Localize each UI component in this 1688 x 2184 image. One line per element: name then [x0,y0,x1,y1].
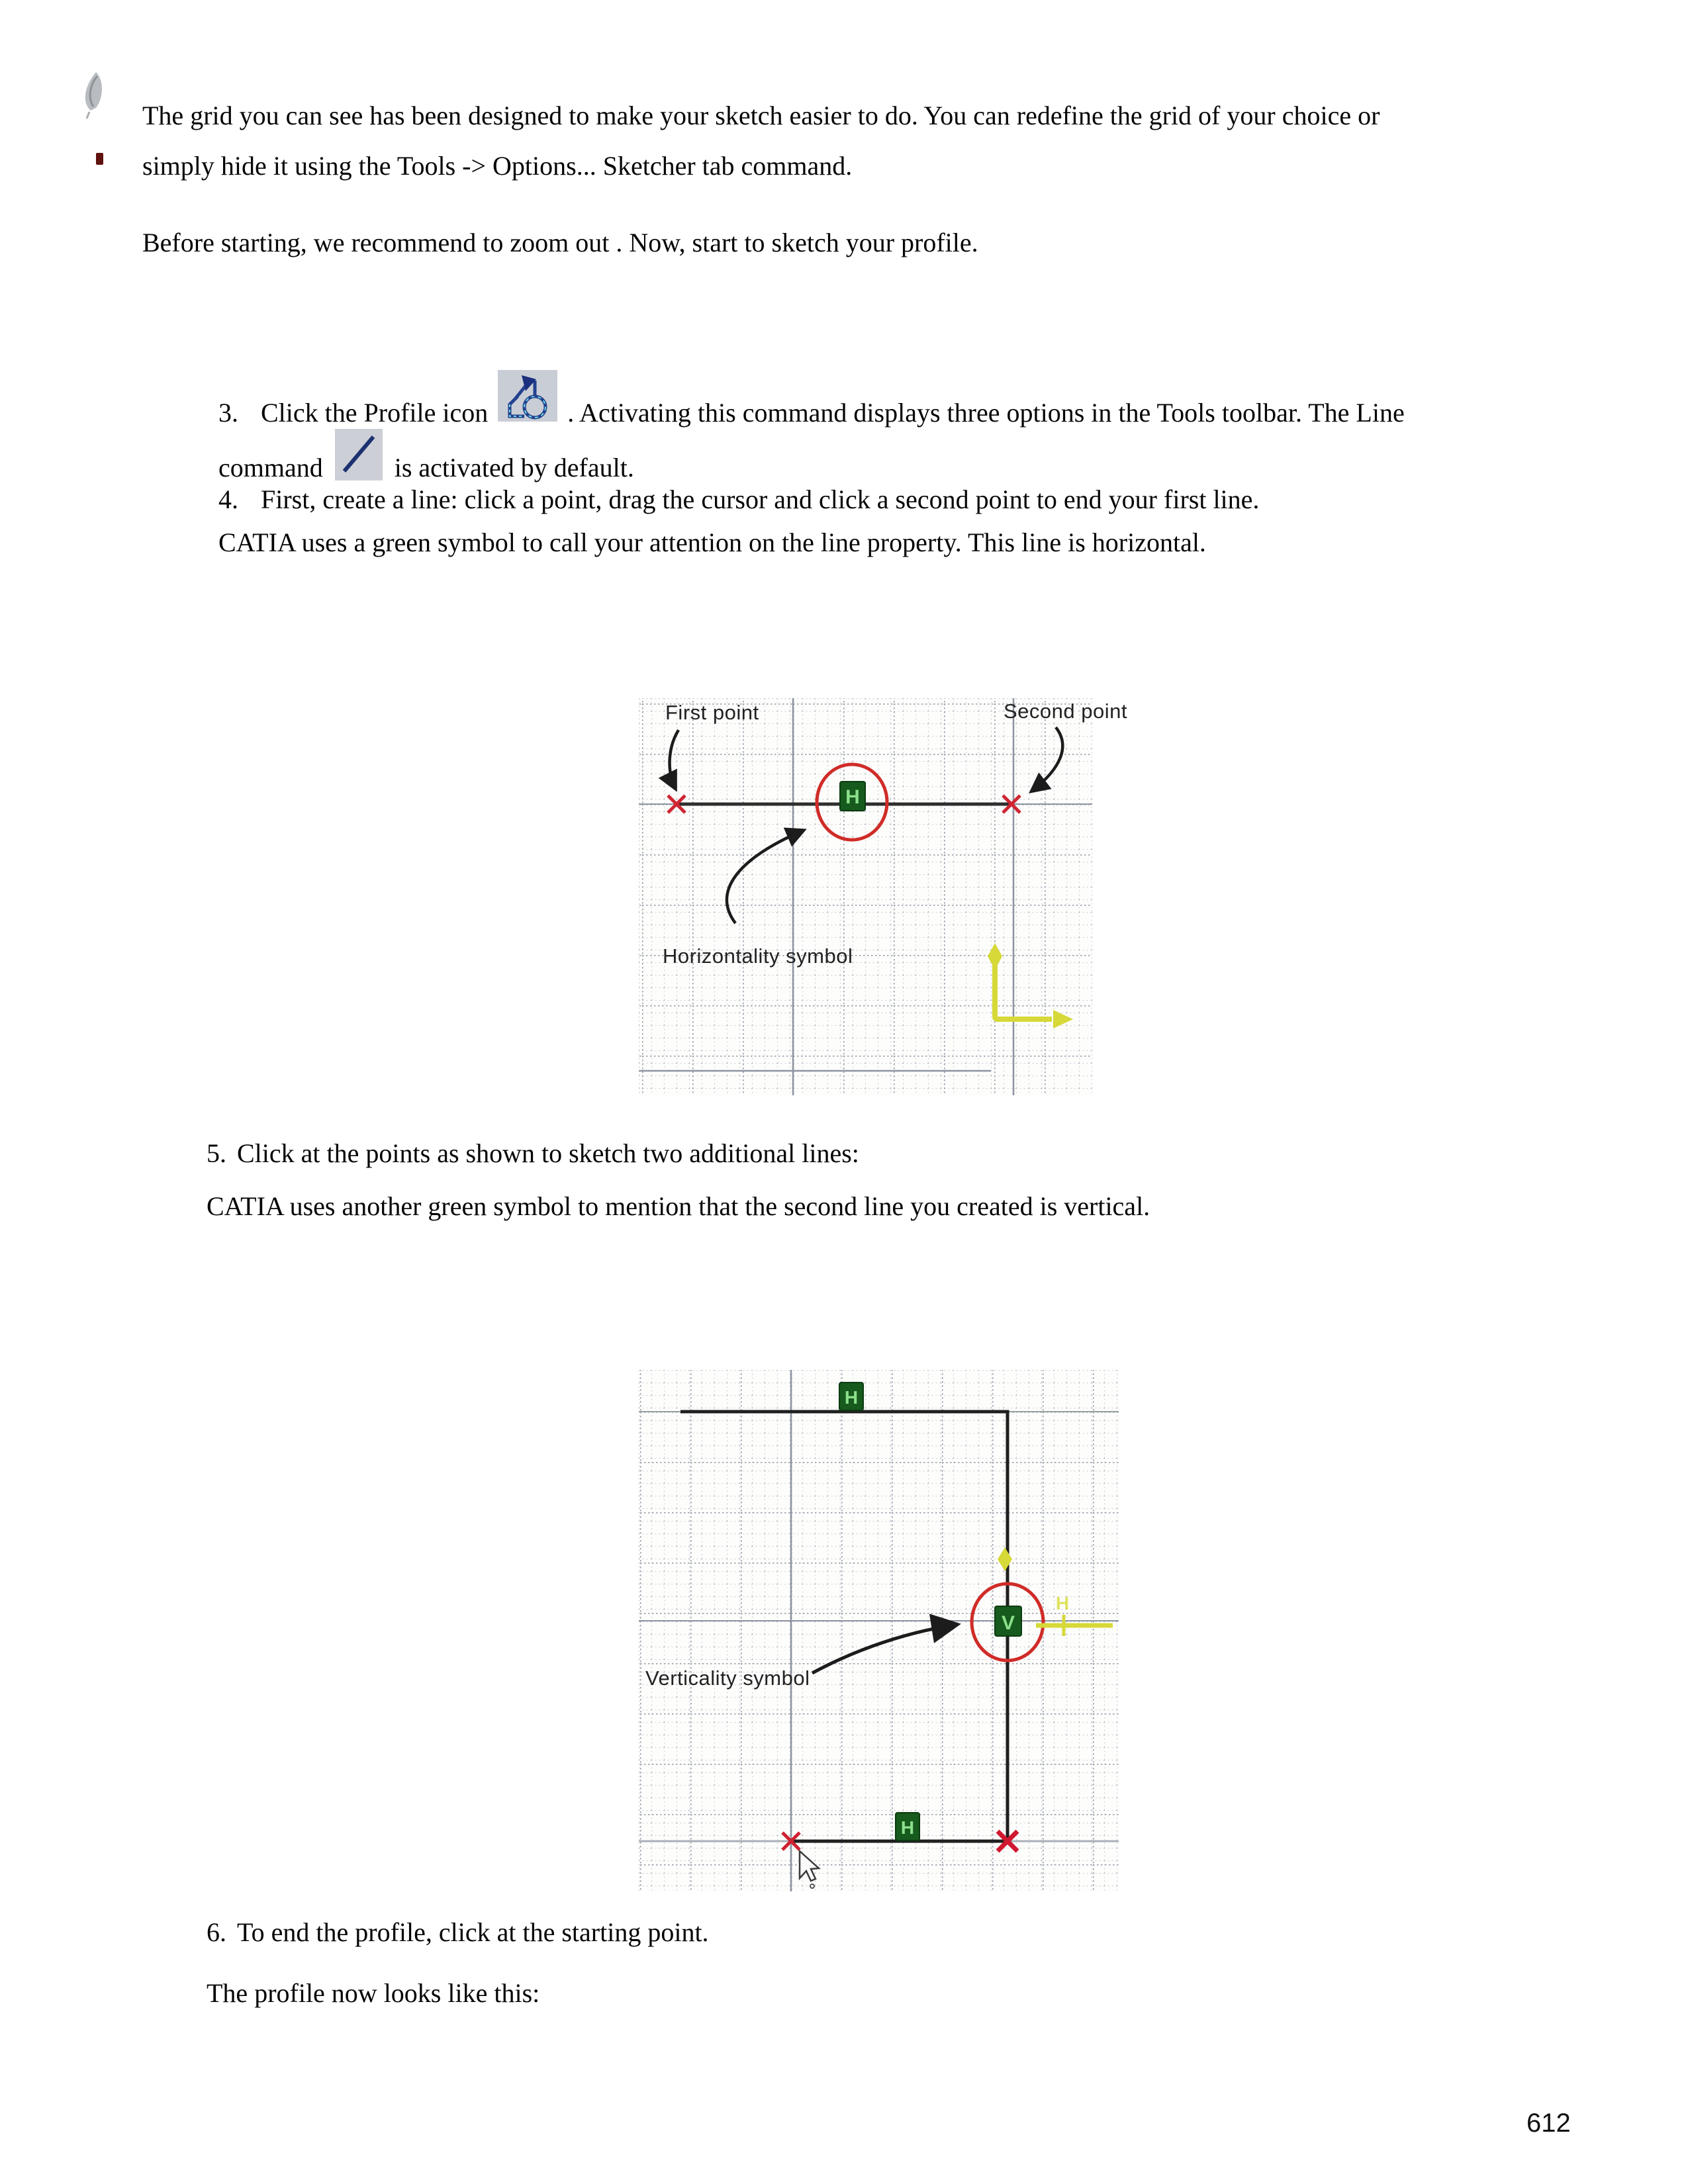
step-4-note: CATIA uses a green symbol to call your attention on the line property. This line is horizontal. [218,527,1206,557]
fig2-horizontality-symbol-bottom [896,1813,919,1841]
step-5 [207,1138,859,1169]
svg-text:H: H [845,786,860,808]
step-3-line2 [218,429,634,487]
step-5-text: Click at the points as shown to sketch two additional lines: [237,1138,859,1168]
svg-text:V: V [1001,1612,1015,1634]
figure1-canvas [639,698,1092,1095]
svg-text:H: H [844,1387,859,1408]
figure-vertical-line-sketch [639,1370,1119,1891]
svg-text:H: H [1055,1593,1070,1614]
intro-paragraph-line2: simply hide it using the Tools -> Options... Sketcher tab command. [142,151,853,181]
note-pencil-icon [70,63,129,175]
fig2-horizontality-symbol-top [839,1383,863,1410]
step-3-text-activated: is activated by default. [394,453,634,482]
intro-paragraph2: Before starting, we recommend to zoom out . Now, start to sketch your profile. [142,228,978,257]
svg-text:H: H [900,1817,915,1838]
fig2-label-verticality: Verticality symbol [645,1666,810,1690]
figure2-canvas [639,1370,1119,1891]
step-6 [207,1917,709,1948]
fig2-verticality-symbol [995,1606,1021,1636]
step-3-text-before-icon: Click the Profile icon [261,398,489,428]
step-3-text-after-icon: . Activating this command displays three options in the Tools toolbar. The Line [567,398,1405,428]
line-tool-icon [335,429,383,487]
fig1-label-horizontality: Horizontality symbol [663,944,853,968]
step-3-line1 [218,370,1405,428]
step-6-followup: The profile now looks like this: [207,1978,540,2008]
fig1-label-second-point: Second point [1004,700,1127,723]
step-6-number: 6. [207,1917,226,1947]
figure-horizontal-line-sketch [639,698,1127,1095]
fig1-horizontality-symbol [840,782,865,811]
fig1-label-first-point: First point [665,701,759,724]
intro-paragraph-line1: The grid you can see has been designed to make your sketch easier to do. You can redefine the grid of your choice or [142,101,1380,130]
step-3-text-command: command [218,453,323,482]
step-6-text: To end the profile, click at the starting point. [237,1917,709,1947]
step-5-number: 5. [207,1138,226,1168]
step-5-note: CATIA uses another green symbol to mention that the second line you created is vertical. [207,1191,1150,1221]
step-4-text: First, create a line: click a point, drag the cursor and click a second point to end your first line. [261,484,1260,514]
step-4 [218,484,1259,515]
step-3-number: 3. [218,398,238,428]
page-number: 612 [1526,2109,1571,2138]
step-4-number: 4. [218,484,238,514]
profile-tool-icon [498,370,557,428]
